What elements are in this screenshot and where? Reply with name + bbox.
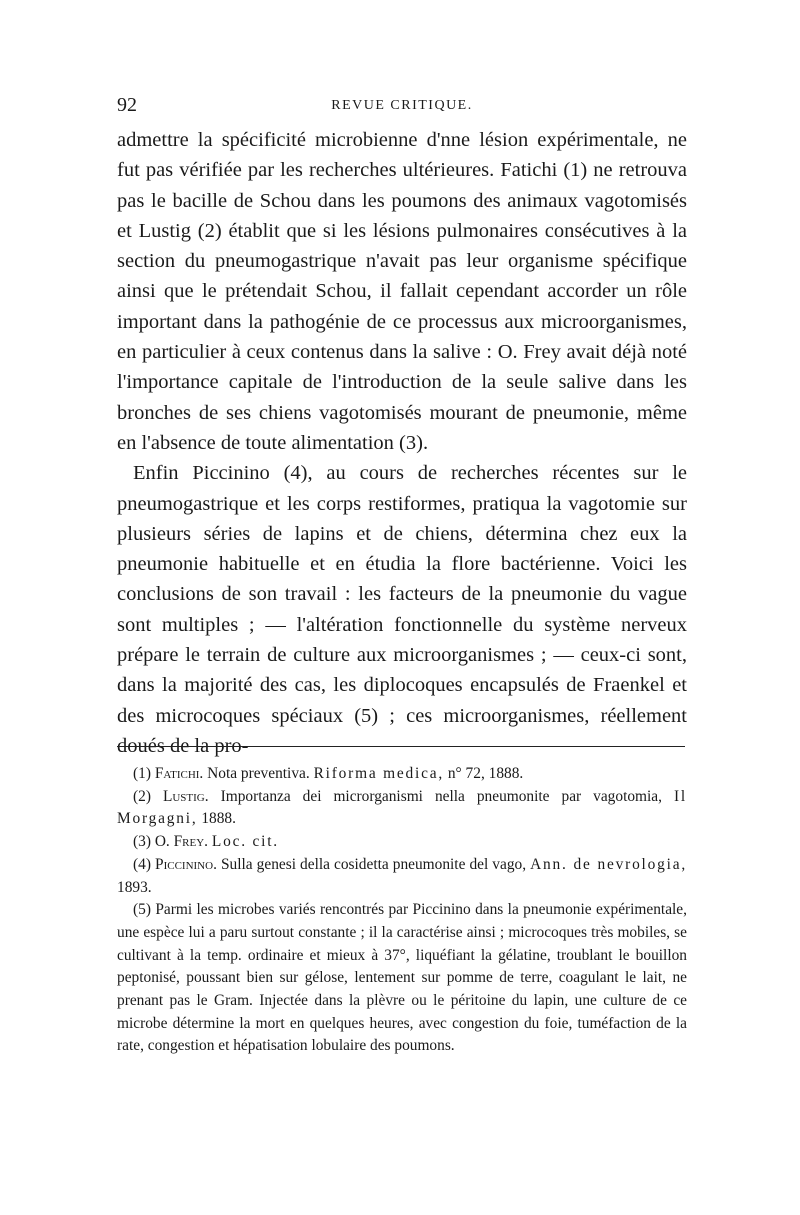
footnote-rest: 1893. xyxy=(117,878,152,896)
footnote-text: Importanza dei microrganismi nella pneumonite par vagotomia, xyxy=(220,787,662,805)
footnote xyxy=(117,786,687,831)
footnote-author: Piccinino. xyxy=(155,855,217,873)
footnotes xyxy=(117,763,687,1058)
footnote-journal: Riforma medica, xyxy=(313,765,444,782)
paragraph: admettre la spécificité microbienne d'nne lésion expérimentale, ne fut pas vérifiée par les recherches ultérieures. Fatichi (1) ne retrouva pas le bacille de Schou dans les poumons des animaux vagotomisés et Lustig (2) établit que si les lésions pulmonaires consécutives à la section du pneumogastrique n'avait pas leur organisme spécifique ainsi que le prétendait Schou, il fallait cependant accorder un rôle important dans la pathogénie de ce processus aux microorganismes, en particulier à ceux contenus dans la salive : O. Frey avait déjà noté l'importance capitale de l'introduction de la seule salive dans les bronches de ses chiens vagotomisés mourant de pneumonie, même en l'absence de toute alimentation (3). xyxy=(117,129,687,454)
footnote-mark: (2) xyxy=(133,787,151,805)
page-header xyxy=(117,94,687,124)
main-text xyxy=(117,125,687,761)
footnote xyxy=(117,831,687,854)
footnote-text: Nota preventiva. xyxy=(207,765,310,782)
footnote-author: O. Frey. xyxy=(154,833,209,851)
footnote-journal: Loc. cit. xyxy=(211,833,279,851)
paragraph: Enfin Piccinino (4), au cours de recherches récentes sur le pneumogastrique et les corps restiformes, pratiqua la vagotomie sur plusieurs séries de lapins et de chiens, détermina chez eux la pneumonie habituelle et en étudia la flore bactérienne. Voici les conclusions de son travail : les facteurs de la pneumonie du vague sont multiples ; — l'altération fonctionnelle du système nerveux prépare le terrain de culture aux microorganismes ; — ceux-ci sont, dans la majorité des cas, les diplocoques encapsulés de Fraenkel et des microcoques spéciaux (5) ; ces microorganismes, réellement doués de la pro- xyxy=(117,462,687,757)
footnote xyxy=(117,899,687,1058)
footnote-mark: (3) xyxy=(133,833,151,851)
footnote-journal: Ann. de nevrologia, xyxy=(530,855,687,873)
footnote xyxy=(117,763,687,786)
footnote-rest: 1888. xyxy=(201,810,236,828)
footnote-text: Parmi les microbes variés rencontrés par Piccinino dans la pneumonie expérimentale, une espèce lui a paru surtout constante ; il la caractérise ainsi ; microcoques très mobiles, se cultivant à la temp. ordinaire et mieux à 37°, liquéfiant la gélatine, troublant le bouillon peptonisé, poussant bien sur gélose, lentement sur pomme de terre, coagulant le lait, ne prenant pas le Gram. Injectée dans la plèvre ou le péritoine du lapin, une culture de ce microbe détermine la mort en quelques heures, avec congestion du foie, tuméfaction de la rate, congestion et hépatisation lobulaire des poumons. xyxy=(117,901,687,1055)
footnote-author: Fatichi. xyxy=(154,765,204,782)
footnote-mark: (5) xyxy=(133,901,151,919)
page-number: 92 xyxy=(117,94,137,116)
running-title: REVUE CRITIQUE. xyxy=(331,98,473,113)
footnote-author: Lustig. xyxy=(162,787,209,805)
footnote-mark: (4) xyxy=(133,855,151,873)
footnote-mark: (1) xyxy=(133,765,151,782)
footnote-text: Sulla genesi della cosidetta pneumonite del vago, xyxy=(220,855,527,873)
footnote-journal: Il Morgagni, xyxy=(117,787,687,828)
footnote-rest: n° 72, 1888. xyxy=(447,765,524,782)
footnote-separator xyxy=(117,746,685,747)
footnote xyxy=(117,854,687,899)
